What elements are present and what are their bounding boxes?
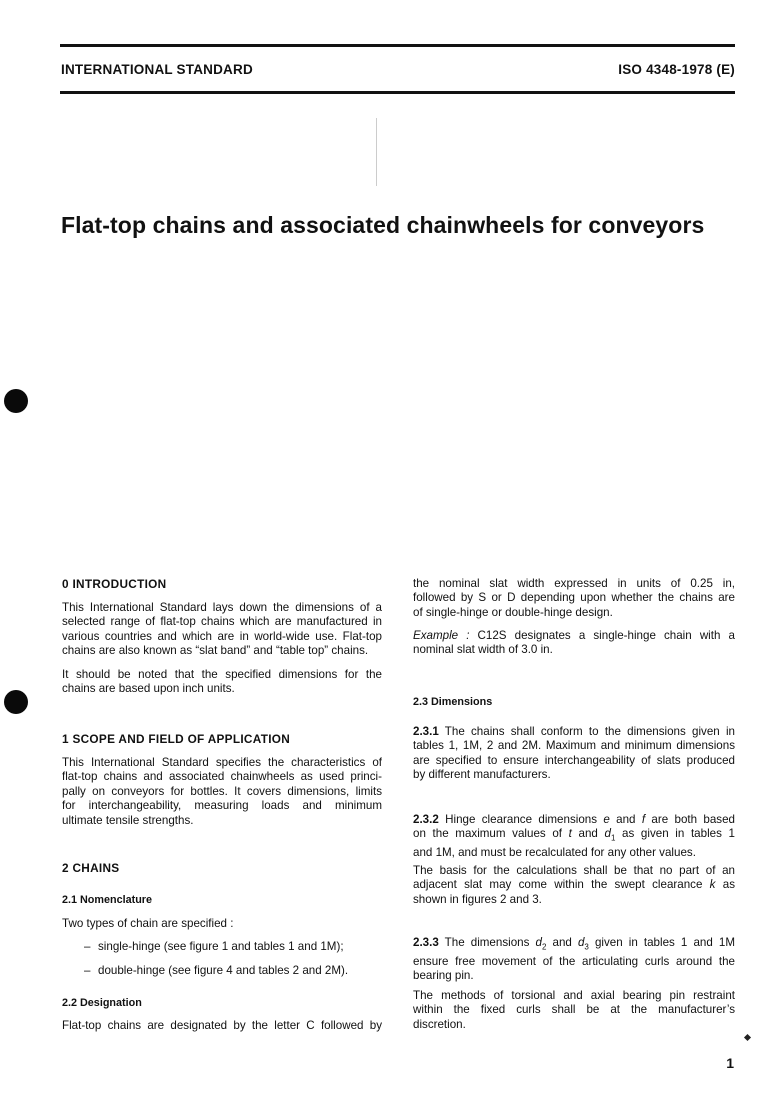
punch-hole-icon <box>4 690 28 714</box>
example-paragraph: Example : C12S designates a single-hinge chain with a nominal slat width of 3.0 in. <box>413 629 735 657</box>
section-2-heading: 2 CHAINS <box>62 861 120 875</box>
punch-hole-icon <box>4 389 28 413</box>
standard-number: ISO 4348-1978 (E) <box>618 62 735 77</box>
header-rule-top <box>60 44 735 47</box>
designation-continued: the nominal slat width expressed in units of 0.25 in, followed by S or D depending upon whether the chains are of single-hinge or double-hinge design. <box>413 577 735 619</box>
list-item: – single-hinge (see figure 1 and tables 1 and 1M); <box>84 940 344 953</box>
scope-paragraph: This International Standard specifies the characteristics of flat-top chains and associated chainwheels as used princi- pally on conveyors for bottles. It covers dimensions, limits for interchangeability, measuring loads and minimum ultimate tensile strengths. <box>62 756 382 827</box>
scan-artifact-line <box>376 118 377 186</box>
intro-paragraph-2: It should be noted that the specified dimensions for the chains are based upon inch units. <box>62 668 382 696</box>
standard-label: INTERNATIONAL STANDARD <box>61 62 253 77</box>
section-2-3-1: 2.3.1 The chains shall conform to the dimensions given in tables 1, 1M, 2 and 2M. Maximum and minimum dimensions are specified to ensure interchangeability of slats produced by different manufacturers. <box>413 725 735 782</box>
list-item: – double-hinge (see figure 4 and tables 2 and 2M). <box>84 964 349 977</box>
header-rule-bottom <box>60 91 735 94</box>
nomenclature-paragraph: Two types of chain are specified : <box>62 917 234 930</box>
section-2-3-heading: 2.3 Dimensions <box>413 696 493 708</box>
section-2-1-heading: 2.1 Nomenclature <box>62 894 153 906</box>
section-1-heading: 1 SCOPE AND FIELD OF APPLICATION <box>62 732 291 746</box>
document-title: Flat-top chains and associated chainwheels for conveyors <box>61 212 705 238</box>
section-2-3-2: 2.3.2 Hinge clearance dimensions e and f are both based on the maximum values of t and $d_1$ as given in tables 1 and 1M, and must be recalculated for any other values. <box>413 813 736 860</box>
section-2-3-3-paragraph-2: The methods of torsional and axial bearing pin restraint within the fixed curls shall be at the manufacturer’s discretion. <box>413 989 735 1031</box>
section-0-heading: 0 INTRODUCTION <box>62 577 167 591</box>
intro-paragraph-1: This International Standard lays down the dimensions of a selected range of flat-top chains which are manufactured in various countries and which are in world-wide use. Flat-top chains are also known as “slat band” and “table top” chains. <box>62 601 382 658</box>
designation-paragraph: Flat-top chains are designated by the letter C followed by <box>62 1019 382 1032</box>
section-2-3-2-paragraph-2: The basis for the calculations shall be that no part of an adjacent slat may come within the swept clearance k as shown in figures 2 and 3. <box>413 864 735 906</box>
section-2-2-heading: 2.2 Designation <box>62 997 142 1009</box>
example-label: Example : <box>413 629 470 642</box>
section-2-3-3: 2.3.3 The dimensions $d_2$ and $d_3$ given in tables 1 and 1M ensure free movement of the articulating curls around the bearing pin. <box>413 936 736 983</box>
page-number: 1 <box>726 1055 734 1071</box>
scan-speck <box>744 1034 751 1041</box>
